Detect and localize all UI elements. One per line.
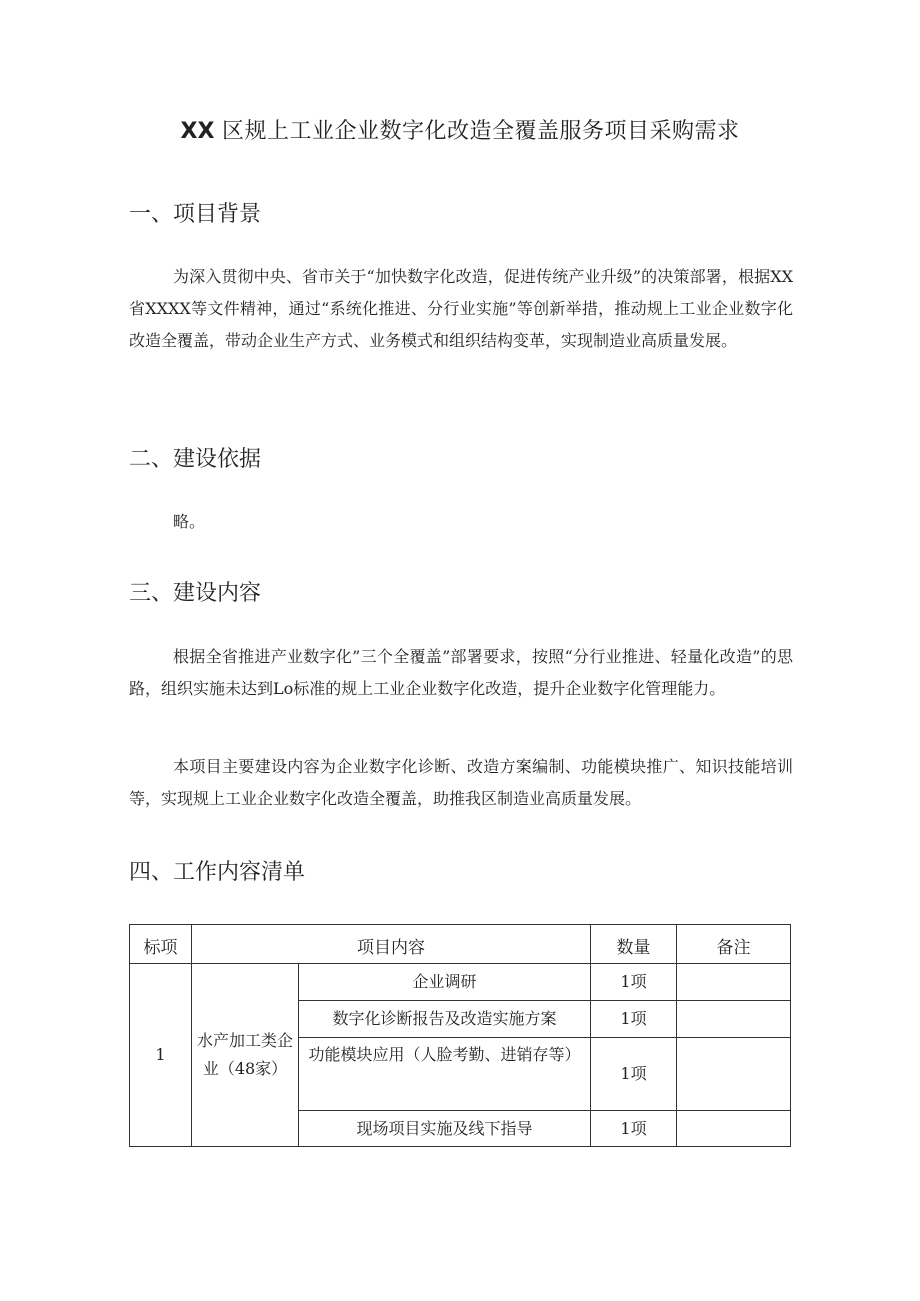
- basis-paragraph: 略。: [173, 512, 206, 531]
- table-row: [130, 964, 791, 1001]
- section-heading-basis: 二、建设依据: [129, 447, 262, 472]
- document-title: [0, 118, 920, 146]
- remarks-cell: [677, 1001, 791, 1038]
- lot-number-cell: 1: [130, 964, 192, 1147]
- section-heading-worklist: 四、工作内容清单: [129, 860, 306, 885]
- content-paragraph-1: 根据全省推进产业数字化”三个全覆盖”部署要求，按照“分行业推进、轻量化改造”的思路，组织实施未达到Lo标准的规上工业企业数字化改造，提升企业数字化管理能力。: [129, 647, 793, 698]
- quantity-cell: 1项: [591, 964, 677, 1001]
- title-text: 区规上工业企业数字化改造全覆盖服务项目采购需求: [221, 119, 740, 144]
- work-content-table: [129, 924, 791, 1147]
- remarks-cell: [677, 964, 791, 1001]
- content-paragraph-2: 本项目主要建设内容为企业数字化诊断、改造方案编制、功能模块推广、知识技能培训等，实现规上工业企业数字化改造全覆盖，助推我区制造业高质量发展。: [129, 757, 793, 808]
- header-remarks: 备注: [677, 925, 791, 964]
- item-cell: 数字化诊断报告及改造实施方案: [299, 1001, 591, 1038]
- item-cell: 企业调研: [299, 964, 591, 1001]
- remarks-cell: [677, 1038, 791, 1111]
- remarks-cell: [677, 1111, 791, 1147]
- section-heading-background: 一、项目背景: [129, 202, 262, 227]
- background-paragraph: 为深入贯彻中央、省市关于“加快数字化改造，促进传统产业升级”的决策部署，根据XX省XXXX等文件精神，通过“系统化推进、分行业实施”等创新举措，推动规上工业企业数字化改造全覆盖，带动企业生产方式、业务模式和组织结构变革，实现制造业高质量发展。: [129, 267, 793, 350]
- section-heading-content: 三、建设内容: [129, 581, 262, 606]
- item-cell: 现场项目实施及线下指导: [299, 1111, 591, 1147]
- header-quantity: 数量: [591, 925, 677, 964]
- category-cell: 水产加工类企业（48家）: [192, 964, 299, 1147]
- quantity-cell: 1项: [591, 1038, 677, 1111]
- quantity-cell: 1项: [591, 1111, 677, 1147]
- quantity-cell: 1项: [591, 1001, 677, 1038]
- table-header-row: [130, 925, 791, 964]
- header-content: 项目内容: [192, 925, 591, 964]
- header-lot: 标项: [130, 925, 192, 964]
- title-prefix: XX: [180, 119, 215, 144]
- item-cell: 功能模块应用（人脸考勤、进销存等）: [299, 1038, 591, 1111]
